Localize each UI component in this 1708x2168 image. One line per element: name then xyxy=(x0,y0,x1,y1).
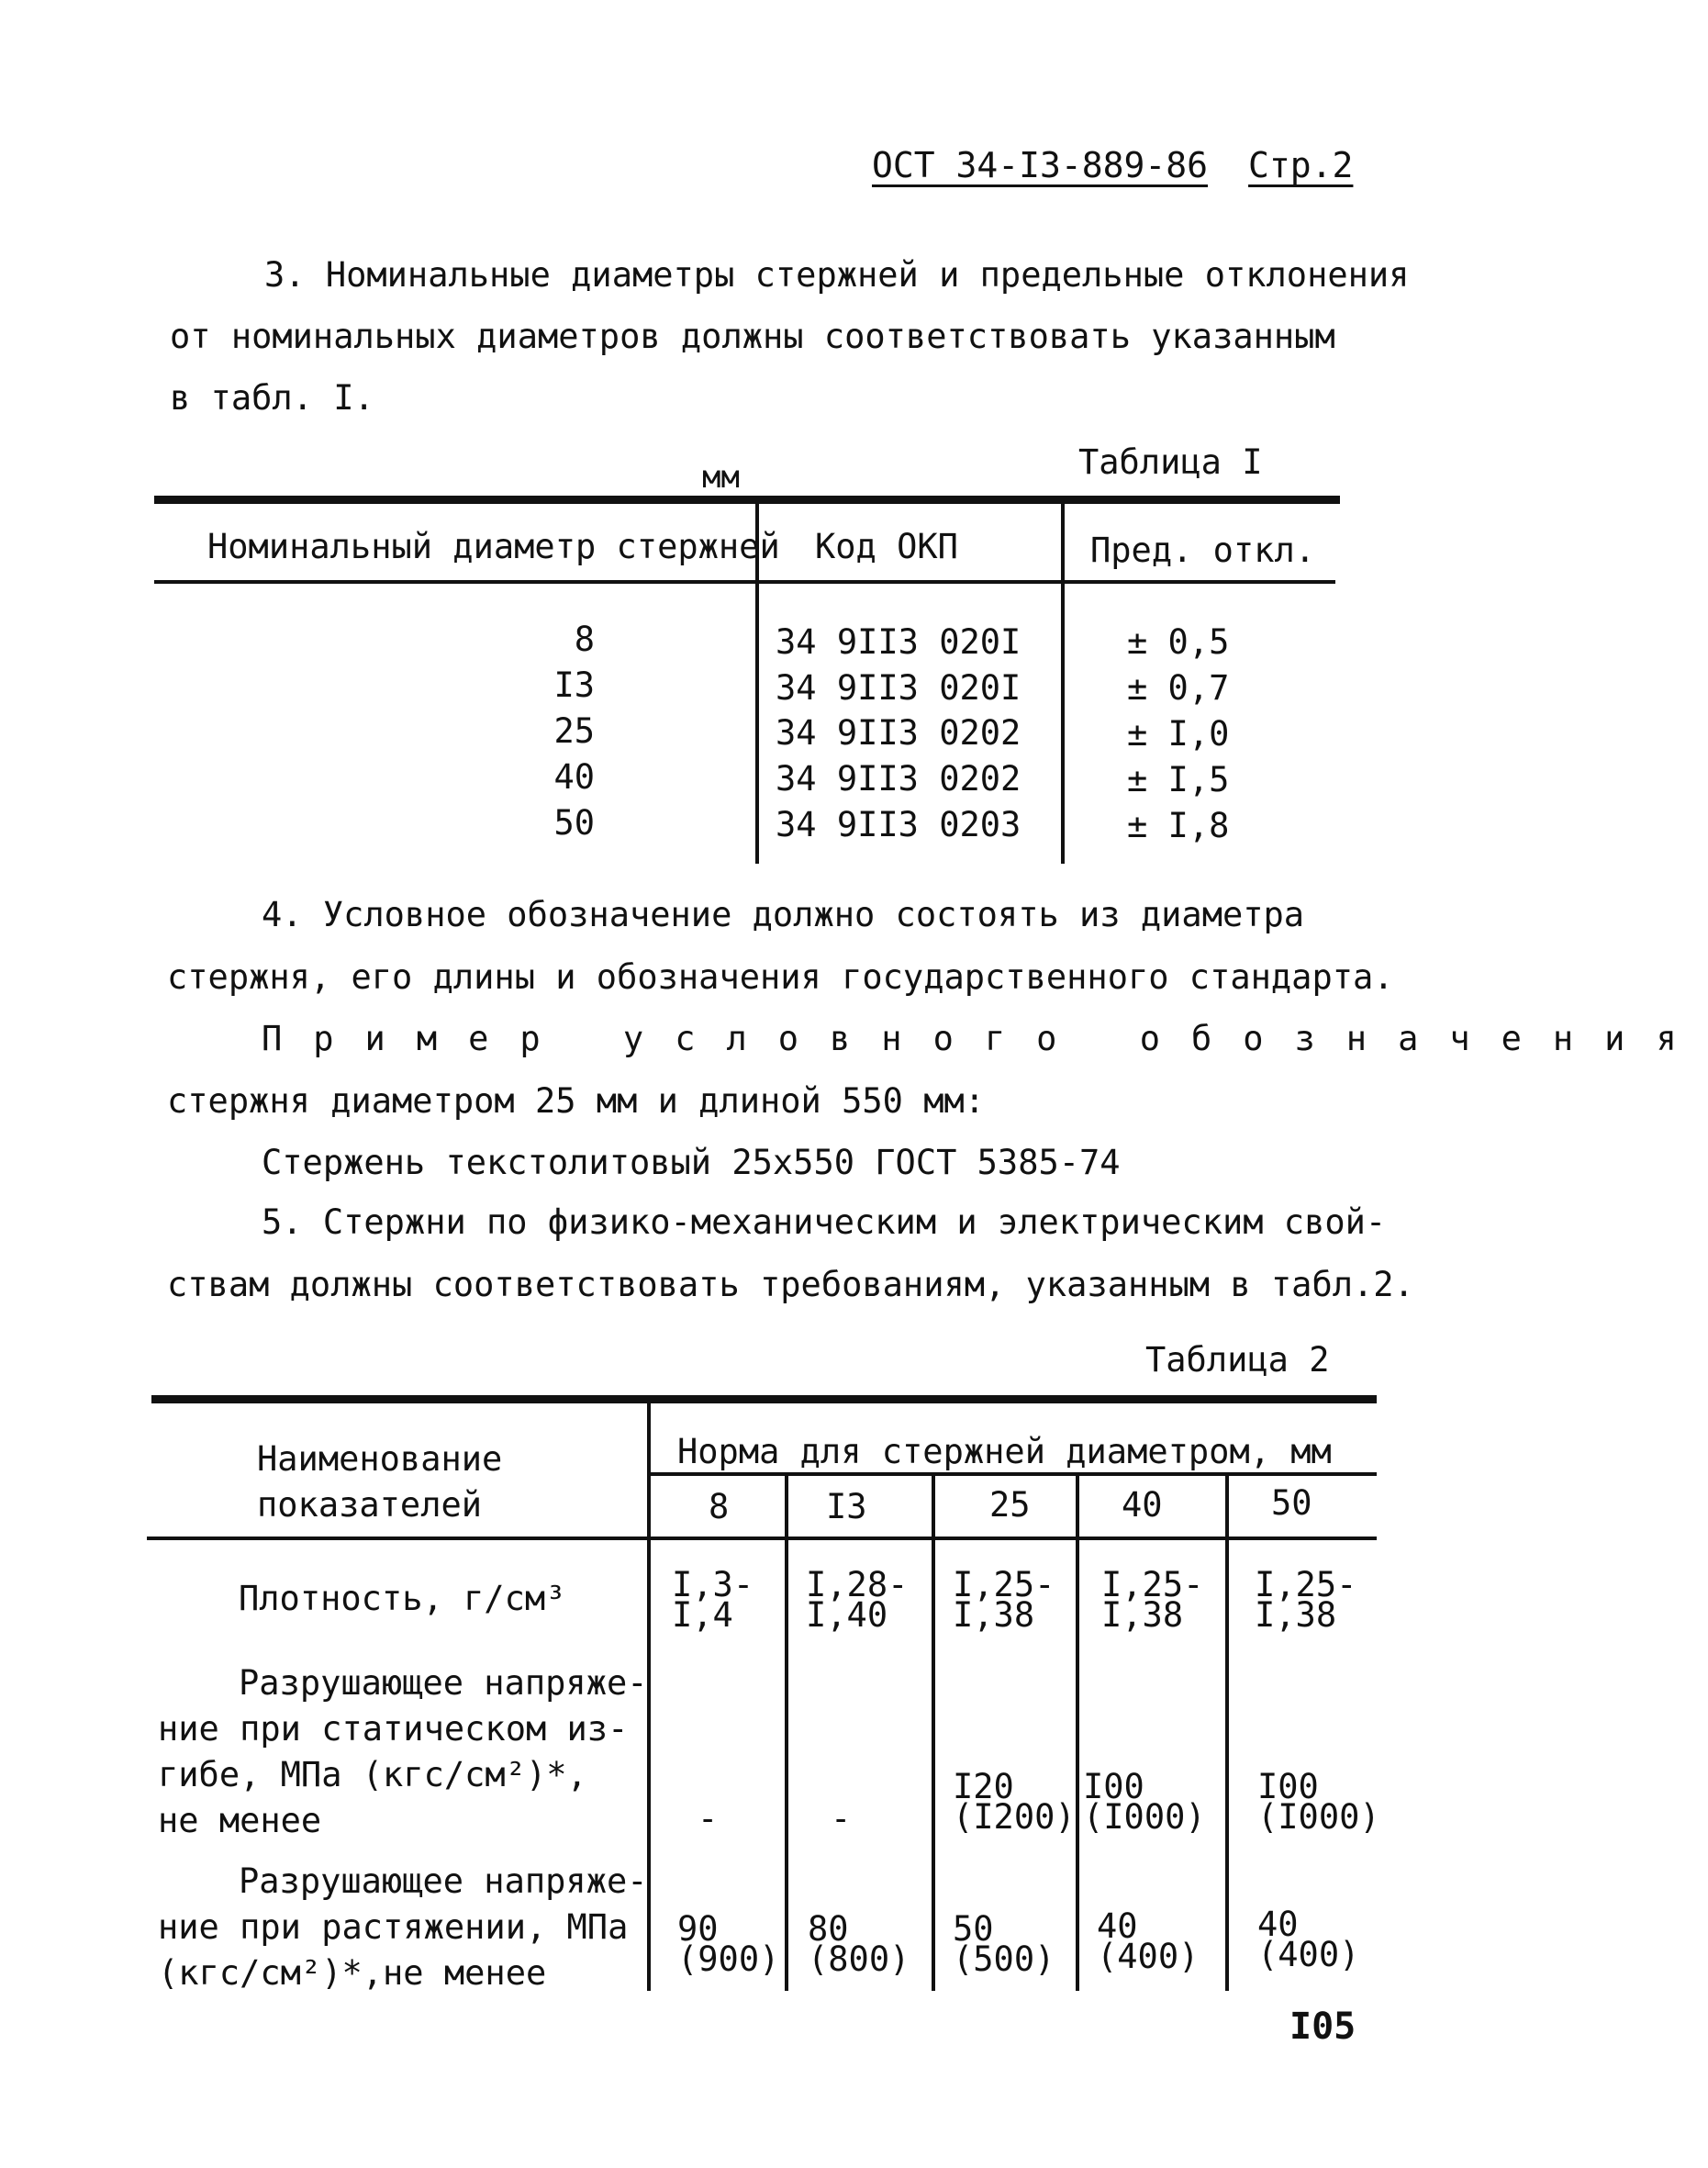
table1-cell-diameter: 8 xyxy=(574,620,595,659)
table2-cell: 50 (500) xyxy=(953,1909,1055,1979)
table2-cell: I20 (I200) xyxy=(953,1767,1076,1837)
table2-header-rule xyxy=(147,1537,1377,1540)
para3-line3: в табл. I. xyxy=(170,378,374,418)
para4-line1: 4. Условное обозначение должно состоять из диаметра xyxy=(262,895,1305,934)
doc-code: ОСТ 34-I3-889-86 xyxy=(872,145,1209,185)
document-header xyxy=(872,145,1353,185)
table1-cell-diameter: I3 xyxy=(553,665,595,705)
para4-line2: стержня, его длины и обозначения государственного стандарта. xyxy=(167,957,1394,997)
table2-cell: 40 (400) xyxy=(1257,1905,1360,1974)
table2-row-name: Плотность, г/см³ xyxy=(239,1579,566,1618)
table2 xyxy=(147,1395,1381,1992)
table2-row-name: Разрушающее напряже- xyxy=(239,1663,648,1703)
table1-cell-diameter: 40 xyxy=(553,757,595,797)
table1-col-divider-2 xyxy=(1061,504,1065,864)
para5-line1: 5. Стержни по физико-механическим и электрическим свой- xyxy=(262,1202,1387,1242)
table2-subheader-rule xyxy=(647,1472,1377,1476)
table2-cell: I,3- I,4 xyxy=(672,1565,754,1635)
table2-cell: 40 (400) xyxy=(1097,1906,1200,1976)
table2-row-name: (кгс/см²)*,не менее xyxy=(158,1953,547,1993)
table2-diameter: I3 xyxy=(826,1487,867,1526)
table2-diameter: 40 xyxy=(1122,1485,1163,1525)
table2-col-divider xyxy=(647,1403,651,1991)
table2-row-name: не менее xyxy=(158,1801,322,1840)
table2-cell: I00 (I000) xyxy=(1083,1767,1206,1837)
table1-cell-diameter: 50 xyxy=(553,803,595,843)
example-line2: Стержень текстолитовый 25х550 ГОСТ 5385-74 xyxy=(262,1143,1121,1182)
table2-col-divider xyxy=(1076,1474,1079,1991)
table2-cell: I,25- I,38 xyxy=(1255,1565,1357,1635)
table1-cell-code: 34 9II3 020I xyxy=(776,668,1021,708)
table2-row-name: Разрушающее напряже- xyxy=(239,1861,648,1901)
table2-row-name: ние при растяжении, МПа xyxy=(158,1907,629,1947)
table2-cell: I,25- I,38 xyxy=(1101,1565,1204,1635)
table2-cell: - xyxy=(831,1799,852,1838)
table2-header-norm: Норма для стержней диаметром, мм xyxy=(677,1432,1332,1471)
table1-header-tol: Пред. откл. xyxy=(1090,531,1316,570)
table2-header-name-1: Наименование xyxy=(257,1439,503,1479)
table2-cell: I00 (I000) xyxy=(1257,1767,1380,1837)
table2-col-divider xyxy=(1225,1474,1229,1991)
table2-row-name: гибе, МПа (кгс/см²)*, xyxy=(158,1755,587,1794)
table2-cell: - xyxy=(698,1799,719,1838)
table1-cell-code: 34 9II3 020I xyxy=(776,622,1021,662)
table1-header-code: Код ОКП xyxy=(815,527,958,566)
example-line1: стержня диаметром 25 мм и длиной 550 мм: xyxy=(167,1081,986,1121)
table1 xyxy=(154,496,1347,881)
table1-unit: мм xyxy=(702,459,740,496)
table1-cell-tol: ± I,8 xyxy=(1127,806,1230,845)
table1-cell-code: 34 9II3 0203 xyxy=(776,805,1021,844)
table2-diameter: 50 xyxy=(1271,1483,1312,1523)
table2-diameter: 8 xyxy=(709,1487,730,1526)
table2-top-rule xyxy=(151,1395,1377,1403)
table1-cell-tol: ± I,5 xyxy=(1127,760,1230,799)
table1-cell-tol: ± 0,7 xyxy=(1127,668,1230,708)
table2-col-divider xyxy=(932,1474,935,1991)
table2-row-name: ние при статическом из- xyxy=(158,1709,629,1749)
table1-cell-diameter: 25 xyxy=(553,711,595,751)
table2-cell: I,28- I,40 xyxy=(806,1565,909,1635)
table1-header-diameter: Номинальный диаметр стержней xyxy=(207,527,780,566)
para3-line2: от номинальных диаметров должны соответствовать указанным xyxy=(170,317,1335,356)
table1-top-rule xyxy=(154,496,1340,504)
table2-cell: 90 (900) xyxy=(677,1909,780,1979)
table2-col-divider xyxy=(785,1474,788,1991)
table2-header-name-2: показателей xyxy=(257,1485,483,1525)
table2-cell: I,25- I,38 xyxy=(953,1565,1055,1635)
table1-cell-tol: ± I,0 xyxy=(1127,714,1230,754)
para5-line2: ствам должны соответствовать требованиям, указанным в табл.2. xyxy=(167,1265,1414,1304)
table1-caption: Таблица I xyxy=(1078,442,1263,482)
table1-header-rule xyxy=(154,580,1335,584)
page-ref: Стр.2 xyxy=(1248,145,1354,185)
table2-caption: Таблица 2 xyxy=(1145,1340,1330,1380)
table1-cell-code: 34 9II3 0202 xyxy=(776,759,1021,799)
example-heading: Пример условного обозначения xyxy=(262,1019,1708,1058)
para3-line1: 3. Номинальные диаметры стержней и предельные отклонения xyxy=(264,255,1410,295)
table1-cell-tol: ± 0,5 xyxy=(1127,622,1230,662)
page-number: I05 xyxy=(1289,2006,1356,2048)
table1-cell-code: 34 9II3 0202 xyxy=(776,713,1021,753)
table2-cell: 80 (800) xyxy=(808,1909,910,1979)
table2-diameter: 25 xyxy=(989,1485,1031,1525)
